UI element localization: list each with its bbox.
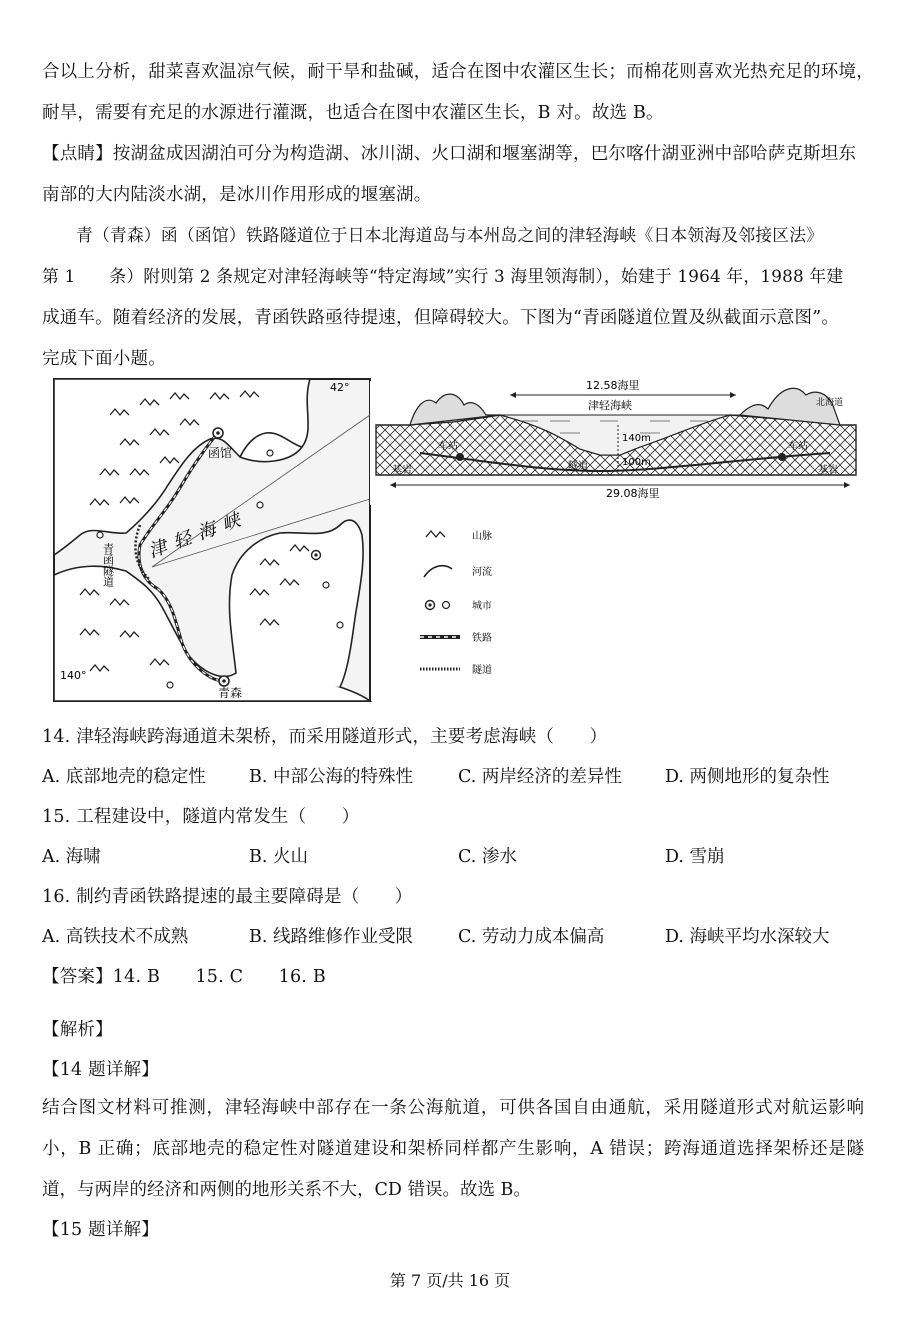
lat-label: 42° <box>330 381 350 394</box>
section-land-label: 北海道 <box>816 398 844 408</box>
legend-label-mountain: 山脉 <box>472 531 492 542</box>
legend-label-tunnel: 隧道 <box>472 665 492 676</box>
passage-line-4: 完成下面小题。 <box>42 349 166 369</box>
analysis-label: 【解析】 <box>42 1020 113 1040</box>
legend-label-city: 城市 <box>472 601 492 612</box>
detail-14-text: 结合图文材料可推测，津轻海峡中部存在一条公海航道，可供各国自由通航，采用隧道形式对航运影响小，B 正确；底部地壳的稳定性对隧道建设和架桥同样都产生影响，A 错误；跨海通道选择架桥还是隧道，与两岸的经济和两侧的地形关系不大，CD 错误。故选 B。 <box>42 1098 864 1200</box>
city-icon <box>426 601 450 610</box>
q16-option-a[interactable]: A. 高铁技术不成熟 <box>42 927 189 947</box>
legend-label-river: 河流 <box>472 567 492 578</box>
q15-option-a[interactable]: A. 海啸 <box>42 847 101 867</box>
q14-option-a[interactable]: A. 底部地壳的稳定性 <box>42 767 206 787</box>
intro-line-3: 【点睛】按湖盆成因湖泊可分为构造湖、冰川湖、火口湖和堰塞湖等，巴尔喀什湖亚洲中部哈萨克斯坦东 <box>42 144 857 164</box>
q15-option-d[interactable]: D. 雪崩 <box>665 847 725 867</box>
mountain-icon <box>426 531 445 537</box>
city-hakodate-label: 函馆 <box>208 446 233 460</box>
section-strait-label: 津轻海峡 <box>588 399 632 412</box>
section-length-label: 29.08海里 <box>606 487 660 500</box>
river-icon <box>424 566 452 577</box>
legend <box>420 529 492 676</box>
city-aomori-label: 青森 <box>218 686 243 700</box>
tunnel-figure <box>40 375 880 705</box>
q16-option-d[interactable]: D. 海峡平均水深较大 <box>665 927 830 947</box>
q16-option-b[interactable]: B. 线路维修作业受限 <box>249 927 413 947</box>
station-left-label: 车站 <box>438 441 458 452</box>
bedrock-right-label: 基岩 <box>818 465 838 476</box>
detail-14-label: 【14 题详解】 <box>42 1060 159 1080</box>
section-width-label: 12.58海里 <box>586 379 640 392</box>
passage-line-2: 第 1 条）附则第 2 条规定对津轻海峡等“特定海域”实行 3 海里领海制），始建于 1964 年，1988 年建 <box>42 266 844 286</box>
section-water-depth: 140m <box>622 433 651 444</box>
q15-option-b[interactable]: B. 火山 <box>249 847 308 867</box>
passage-line-3: 成通车。随着经济的发展，青函铁路亟待提速，但障碍较大。下图为“青函隧道位置及纵截面示意图”。 <box>42 308 840 328</box>
intro-line-1: 合以上分析，甜菜喜欢温凉气候，耐干旱和盐碱，适合在图中农灌区生长；而棉花则喜欢光热充足的环境， <box>42 62 874 82</box>
intro-line-4: 南部的大内陆淡水湖，是冰川作用形成的堰塞湖。 <box>42 185 432 205</box>
answer-line: 【答案】14. B 15. C 16. B <box>42 967 326 987</box>
detail-15-label: 【15 题详解】 <box>42 1220 159 1240</box>
q14-option-c[interactable]: C. 两岸经济的差异性 <box>458 767 622 787</box>
question-15-options <box>42 843 872 868</box>
question-14-options <box>42 763 872 788</box>
q14-option-b[interactable]: B. 中部公海的特殊性 <box>249 767 413 787</box>
cross-section-diagram <box>370 378 870 505</box>
station-right-label: 车站 <box>788 441 808 452</box>
question-14-stem: 14. 津轻海峡跨海通道未架桥，而采用隧道形式，主要考虑海峡（ ） <box>42 727 608 747</box>
lon-label: 140° <box>60 669 87 682</box>
q14-option-d[interactable]: D. 两侧地形的复杂性 <box>665 767 830 787</box>
tunnel-map-label: 青函隧道 <box>101 543 115 587</box>
q15-option-c[interactable]: C. 渗水 <box>458 847 517 867</box>
section-rock-depth: 100m <box>622 457 651 468</box>
intro-line-2: 耐旱，需要有充足的水源进行灌溉，也适合在图中农灌区生长，B 对。故选 B。 <box>42 103 664 123</box>
legend-label-railway: 铁路 <box>472 633 492 644</box>
question-16-stem: 16. 制约青函铁路提速的最主要障碍是（ ） <box>42 887 413 907</box>
question-16-options <box>42 923 872 948</box>
passage-line-1: 青（青森）函（函馆）铁路隧道位于日本北海道岛与本州岛之间的津轻海峡《日本领海及邻接区法》 <box>76 225 824 245</box>
question-15-stem: 15. 工程建设中，隧道内常发生（ ） <box>42 807 360 827</box>
page-footer: 第 7 页/共 16 页 <box>389 1271 511 1290</box>
section-tunnel-label: 隧道 <box>568 461 588 472</box>
bedrock-left-label: 基岩 <box>392 465 412 476</box>
q16-option-c[interactable]: C. 劳动力成本偏高 <box>458 927 605 947</box>
